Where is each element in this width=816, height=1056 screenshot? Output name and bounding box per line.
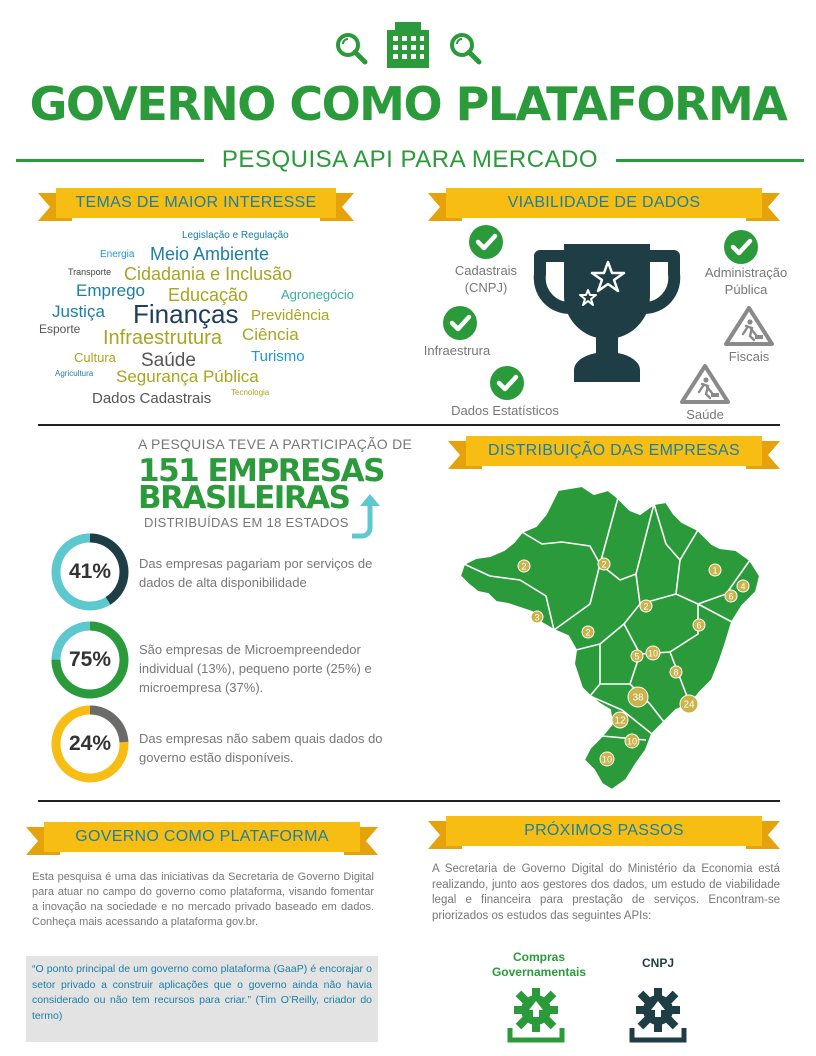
word-cloud-term: Justiça [52, 302, 105, 321]
distribuicao-heading: DISTRIBUIÇÃO DAS EMPRESAS [488, 442, 740, 459]
construction-warning-icon [680, 364, 730, 404]
temas-ribbon [38, 188, 354, 218]
word-cloud-term: Turismo [251, 348, 305, 365]
donut-chart [50, 704, 130, 784]
map-marker-value: 2 [585, 627, 591, 638]
pesquisa-states: DISTRIBUÍDAS EM 18 ESTADOS [144, 515, 349, 530]
word-cloud-term: Transporte [68, 267, 112, 277]
pesquisa-brasileiras: BRASILEIRAS [138, 480, 350, 516]
divider [38, 800, 780, 802]
map-marker-value: 4 [740, 581, 746, 592]
viabilidade-label: Administração Pública [704, 265, 788, 297]
map-marker-value: 5 [634, 651, 640, 662]
viabilidade-heading: VIABILIDADE DE DADOS [507, 194, 701, 211]
donut-value: 41% [68, 560, 112, 583]
brazil-map [450, 484, 770, 794]
turn-up-arrow-icon [350, 492, 380, 542]
proximos-ribbon [428, 816, 780, 846]
check-icon [469, 225, 503, 259]
divider [616, 159, 804, 162]
api-gear-upload-icon [504, 982, 568, 1046]
map-marker-value: 2 [601, 559, 607, 570]
word-cloud-term: Agricultura [55, 369, 94, 378]
map-marker-value: 12 [614, 715, 626, 727]
word-cloud-term: Infraestrutura [103, 327, 222, 349]
api-gear-upload-icon [626, 982, 690, 1046]
donut-value: 24% [68, 732, 112, 755]
viabilidade-label: Dados Estatísticos [451, 403, 559, 418]
stat-description: Das empresas pagariam por serviços de dados de alta disponibilidade [139, 556, 373, 590]
api-label: Compras Governamentais [491, 950, 587, 979]
donut-chart [50, 532, 130, 612]
word-cloud-term: Ciência [242, 325, 299, 344]
viabilidade-ribbon [428, 188, 780, 218]
word-cloud-term: Segurança Pública [116, 367, 259, 386]
word-cloud-term: Legislação e Regulação [182, 230, 289, 241]
divider [38, 424, 780, 426]
word-cloud-term: Energia [100, 249, 135, 260]
proximos-heading: PRÓXIMOS PASSOS [524, 822, 684, 839]
viabilidade-label: Fiscais [728, 349, 770, 364]
word-cloud-term: Agronegócio [281, 287, 354, 302]
map-marker-value: 1 [712, 565, 718, 576]
divider [16, 159, 204, 162]
word-cloud-term: Saúde [141, 350, 196, 371]
word-cloud-term: Tecnologia [231, 388, 270, 397]
map-marker-value: 10 [601, 754, 613, 765]
api-label: CNPJ [641, 956, 674, 970]
distribuicao-ribbon [448, 436, 780, 466]
map-marker-value: 2 [643, 601, 649, 612]
map-marker-value: 38 [632, 692, 644, 704]
word-cloud-term: Cultura [74, 350, 116, 365]
word-cloud-term: Educação [168, 285, 249, 305]
temas-heading: TEMAS DE MAIOR INTERESSE [75, 194, 317, 211]
construction-warning-icon [724, 306, 774, 346]
map-marker-value: 6 [728, 591, 734, 602]
map-marker-value: 24 [683, 699, 695, 711]
pesquisa-intro: A PESQUISA TEVE A PARTICIPAÇÃO DE [138, 436, 413, 452]
header-icons [0, 16, 816, 68]
gcp-ribbon [26, 822, 378, 852]
map-marker-value: 10 [647, 648, 659, 659]
page-subtitle: PESQUISA API PARA MERCADO [221, 146, 599, 173]
stat-description: Das empresas não sabem quais dados do governo estão disponíveis. [139, 731, 383, 765]
building-icon [385, 20, 431, 68]
viabilidade-label: Saúde [686, 407, 724, 422]
page-title: GOVERNO COMO PLATAFORMA [29, 77, 787, 131]
gcp-heading: GOVERNO COMO PLATAFORMA [75, 828, 329, 845]
viabilidade-label: Infraestrura [423, 343, 491, 358]
map-marker-value: 10 [626, 736, 638, 747]
word-cloud-term: Previdência [251, 307, 330, 324]
map-marker-value: 2 [521, 561, 527, 572]
check-icon [490, 366, 524, 400]
word-cloud-term: Dados Cadastrais [92, 390, 212, 407]
magnifier-icon [333, 30, 369, 66]
gcp-quote: “O ponto principal de um governo como plataforma (GaaP) é encorajar o setor privado a construir aplicações que o governo ainda não havia considerado ou não tem recursos para criar.” (Tim O’Reilly, criador do termo) [26, 956, 378, 1042]
viabilidade-label: Cadastrais (CNPJ) [454, 263, 518, 295]
magnifier-icon [447, 30, 483, 66]
donut-value: 75% [68, 648, 112, 671]
word-cloud-term: Finanças [133, 299, 239, 329]
map-marker-value: 8 [673, 667, 679, 678]
check-icon [724, 230, 758, 264]
donut-chart [50, 620, 130, 700]
pesquisa-count: 151 EMPRESAS [138, 453, 384, 489]
map-marker-value: 6 [696, 620, 702, 631]
word-cloud-term: Cidadania e Inclusão [124, 264, 293, 284]
word-cloud-term: Esporte [39, 322, 81, 336]
proximos-paragraph: A Secretaria de Governo Digital do Ministério da Economia está realizando, junto aos gestores dos dados, um estudo de viabilidade legal e financeira para prestação de serviços. Encontram-se priorizados os estudos das seguintes APIs: [432, 863, 780, 922]
word-cloud-term: Emprego [76, 281, 145, 300]
check-icon [443, 306, 477, 340]
word-cloud-term: Meio Ambiente [150, 244, 270, 264]
gcp-paragraph: Esta pesquisa é uma das iniciativas da Secretaria de Governo Digital para atuar no campo do governo como plataforma, visando fomentar a inovação na sociedade e no mercado privado baseado em dados. Conheça mais acessando a plataforma gov.br. [32, 871, 374, 928]
stat-description: São empresas de Microempreendedor individual (13%), pequeno porte (25%) e microempresa (37%). [139, 642, 372, 695]
subtitle-row [16, 144, 804, 176]
map-marker-value: 3 [534, 612, 540, 623]
trophy-icon [524, 234, 690, 390]
